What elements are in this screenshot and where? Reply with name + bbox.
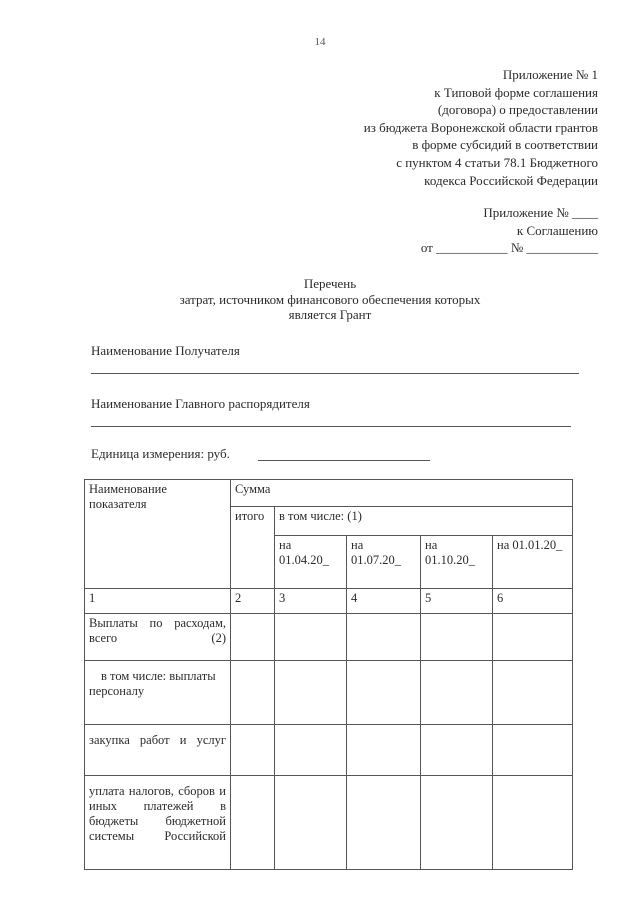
header-total: итого bbox=[231, 507, 275, 589]
header-including: в том числе: (1) bbox=[275, 507, 573, 536]
column-number: 6 bbox=[493, 589, 573, 614]
title-line: является Грант bbox=[288, 307, 372, 322]
header-date: на 01.07.20_ bbox=[347, 536, 421, 589]
table-cell bbox=[347, 614, 421, 661]
row-label: Выплаты по расходам, всего (2) bbox=[85, 614, 231, 661]
appendix-header bbox=[298, 66, 598, 189]
table-cell bbox=[421, 725, 493, 776]
row-label: закупка работ и услуг bbox=[85, 725, 231, 776]
column-number: 1 bbox=[85, 589, 231, 614]
table-cell bbox=[421, 776, 493, 870]
column-number: 4 bbox=[347, 589, 421, 614]
agreement-appendix-header bbox=[338, 204, 598, 257]
agreement-reference: к Соглашению bbox=[516, 222, 598, 238]
table-cell bbox=[231, 725, 275, 776]
table-cell bbox=[231, 661, 275, 725]
table-cell bbox=[493, 614, 573, 661]
appendix-line: (договора) о предоставлении bbox=[437, 102, 598, 118]
agreement-date-number: от ___________ № ___________ bbox=[420, 240, 598, 256]
table-cell bbox=[347, 725, 421, 776]
recipient-line bbox=[91, 373, 579, 374]
appendix-line: кодекса Российской Федерации bbox=[424, 172, 598, 188]
row-label: в том числе: выплаты персоналу bbox=[85, 661, 231, 725]
table-cell bbox=[275, 725, 347, 776]
header-date: на 01.10.20_ bbox=[421, 536, 493, 589]
table-cell bbox=[493, 776, 573, 870]
column-number: 2 bbox=[231, 589, 275, 614]
header-date: на 01.04.20_ bbox=[275, 536, 347, 589]
table-cell bbox=[493, 725, 573, 776]
unit-line bbox=[258, 460, 430, 461]
header-date: на 01.01.20_ bbox=[493, 536, 573, 589]
table-cell bbox=[421, 661, 493, 725]
header-sum: Сумма bbox=[231, 480, 573, 507]
table-cell bbox=[275, 776, 347, 870]
header-indicator: Наименование показателя bbox=[85, 480, 231, 589]
title-line: Перечень bbox=[303, 276, 357, 291]
unit-label: Единица измерения: руб. bbox=[91, 446, 230, 461]
table-cell bbox=[231, 776, 275, 870]
appendix-line: с пунктом 4 статьи 78.1 Бюджетного bbox=[396, 154, 598, 170]
table-cell bbox=[347, 776, 421, 870]
appendix-line: из бюджета Воронежской области грантов bbox=[363, 119, 598, 135]
page-number: 14 bbox=[314, 36, 326, 48]
column-number: 5 bbox=[421, 589, 493, 614]
table-cell bbox=[421, 614, 493, 661]
appendix-line: к Типовой форме соглашения bbox=[434, 84, 598, 100]
column-number: 3 bbox=[275, 589, 347, 614]
table-cell bbox=[231, 614, 275, 661]
appendix-line: в форме субсидий в соответствии bbox=[412, 137, 598, 153]
table-cell bbox=[347, 661, 421, 725]
row-label: уплата налогов, сборов и иных платежей в бюджеты бюджетной системы Российской bbox=[85, 776, 231, 870]
document-title bbox=[100, 276, 560, 323]
agreement-appendix-number: Приложение № ____ bbox=[483, 205, 598, 220]
table-cell bbox=[493, 661, 573, 725]
costs-table bbox=[84, 479, 573, 870]
manager-label: Наименование Главного распорядителя bbox=[91, 396, 310, 411]
manager-line bbox=[91, 426, 571, 427]
appendix-line: Приложение № 1 bbox=[502, 67, 598, 82]
recipient-label: Наименование Получателя bbox=[91, 343, 240, 358]
title-line: затрат, источником финансового обеспечения которых bbox=[179, 291, 481, 307]
table-cell bbox=[275, 661, 347, 725]
table-cell bbox=[275, 614, 347, 661]
